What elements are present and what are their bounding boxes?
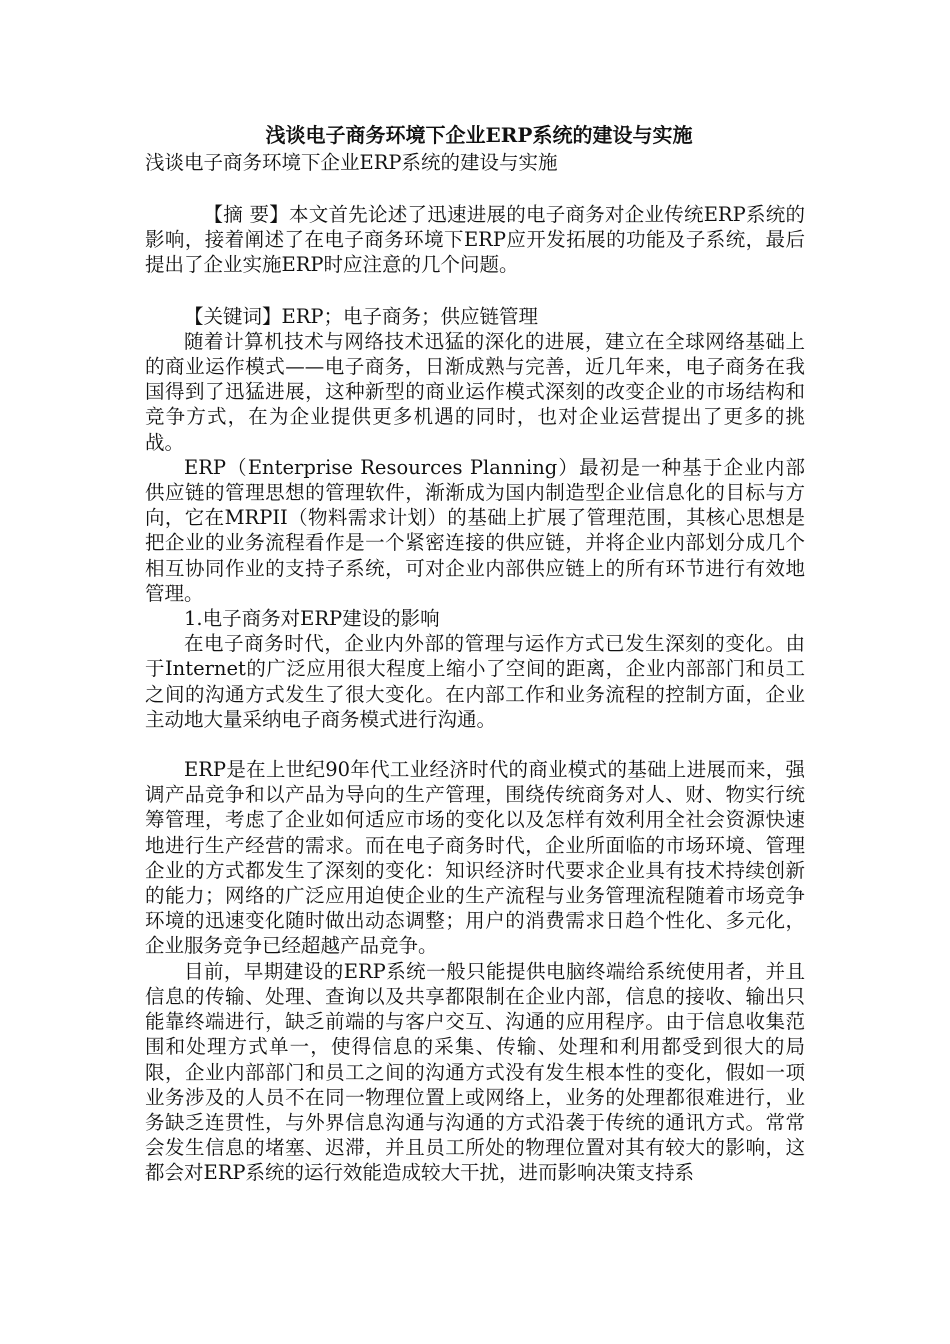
keywords-line: 【关键词】ERP；电子商务；供应链管理 [184, 304, 539, 328]
abstract-paragraph: 【摘 要】本文首先论述了迅速进展的电子商务对企业传统ERP系统的影响，接着阐述了在电子商务环境下ERP应开发拓展的功能及子系统，最后提出了企业实施ERP时应注意的几个问题。 [145, 203, 805, 277]
body-paragraph-5: 目前，早期建设的ERP系统一般只能提供电脑终端给系统使用者，并且信息的传输、处理、查询以及共享都限制在企业内部，信息的接收、输出只能靠终端进行，缺乏前端的与客户交互、沟通的应用程序。由于信息收集范围和处理方式单一，使得信息的采集、传输、处理和利用都受到很大的局限，企业内部部门和员工之间的沟通方式没有发生根本性的变化，假如一项业务涉及的人员不在同一物理位置上或网络上，业务的处理都很难进行，业务缺乏连贯性，与外界信息沟通与沟通的方式沿袭于传统的通讯方式。常常会发生信息的堵塞、迟滞，并且员工所处的物理位置对其有较大的影响，这都会对ERP系统的运行效能造成较大干扰，进而影响决策支持系 [145, 959, 805, 1185]
body-paragraph-1: 随着计算机技术与网络技术迅猛的深化的进展，建立在全球网络基础上的商业运作模式——电子商务，日渐成熟与完善，近几年来，电子商务在我国得到了迅猛进展，这种新型的商业运作模式深刻的改变企业的市场结构和竞争方式，在为企业提供更多机遇的同时，也对企业运营提出了更多的挑战。 [145, 329, 805, 454]
document-body [145, 120, 805, 1186]
document-title: 浅谈电子商务环境下企业ERP系统的建设与实施 [265, 123, 693, 147]
document-subtitle: 浅谈电子商务环境下企业ERP系统的建设与实施 [145, 151, 558, 174]
body-paragraph-3: 在电子商务时代，企业内外部的管理与运作方式已发生深刻的变化。由于Internet的广泛应用很大程度上缩小了空间的距离，企业内部部门和员工之间的沟通方式发生了很大变化。在内部工作和业务流程的控制方面，企业主动地大量采纳电子商务模式进行沟通。 [145, 632, 805, 731]
section-heading-1: 1.电子商务对ERP建设的影响 [184, 607, 440, 631]
body-paragraph-4: ERP是在上世纪90年代工业经济时代的商业模式的基础上进展而来，强调产品竞争和以产品为导向的生产管理，围绕传统商务对人、财、物实行统筹管理，考虑了企业如何适应市场的变化以及怎样有效利用全社会资源快速地进行生产经营的需求。而在电子商务时代，企业所面临的市场环境、管理企业的方式都发生了深刻的变化：知识经济时代要求企业具有技术持续创新的能力；网络的广泛应用迫使企业的生产流程与业务管理流程随着市场竞争环境的迅速变化随时做出动态调整；用户的消费需求日趋个性化、多元化，企业服务竞争已经超越产品竞争。 [145, 758, 805, 958]
body-paragraph-2: ERP（Enterprise Resources Planning）最初是一种基于企业内部供应链的管理思想的管理软件，渐渐成为国内制造型企业信息化的目标与方向，它在MRPII（物料需求计划）的基础上扩展了管理范围，其核心思想是把企业的业务流程看作是一个紧密连接的供应链，并将企业内部划分成几个相互协同作业的支持子系统，可对企业内部供应链上的所有环节进行有效地管理。 [145, 455, 805, 605]
